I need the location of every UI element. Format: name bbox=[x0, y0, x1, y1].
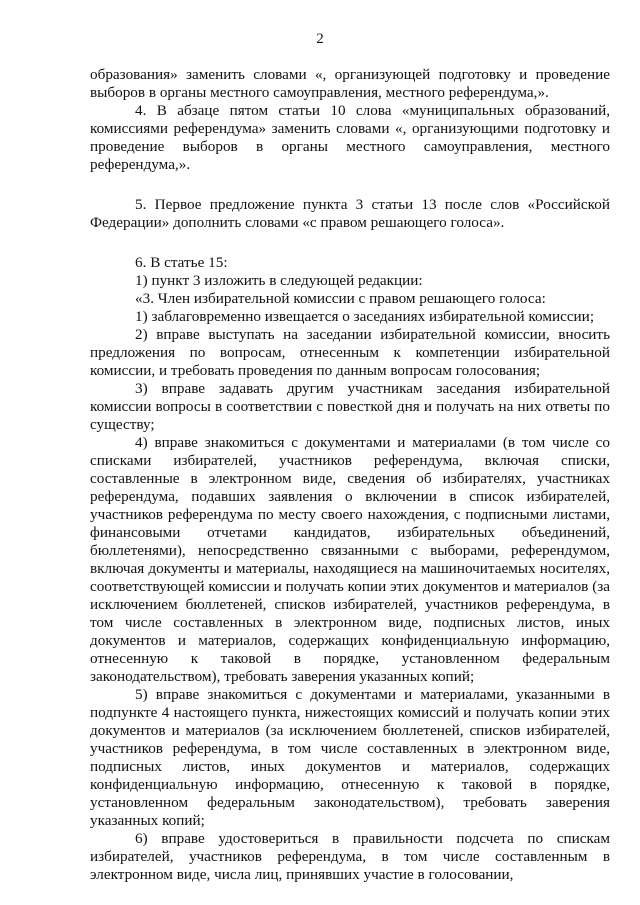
paragraph-right-6: 6) вправе удостовериться в правильности подсчета по спискам избирателей, участников референдума, в том числе составленным в электронном виде, числа лиц, принявших участие в голосовании, bbox=[90, 830, 610, 883]
paragraph-quote-start: «3. Член избирательной комиссии с правом решающего голоса: bbox=[135, 290, 546, 307]
paragraph-item-6: 6. В статье 15: bbox=[135, 254, 228, 271]
page-number: 2 bbox=[316, 31, 324, 47]
paragraph-subitem-1: 1) пункт 3 изложить в следующей редакции: bbox=[135, 272, 423, 289]
paragraph-right-3: 3) вправе задавать другим участникам заседания избирательной комиссии вопросы в соответствии с повесткой дня и получать на них ответы по существу; bbox=[90, 380, 610, 433]
paragraph-item-5: 5. Первое предложение пункта 3 статьи 13 после слов «Российской Федерации» дополнить словами «с правом решающего голоса». bbox=[90, 196, 610, 231]
paragraph-right-2: 2) вправе выступать на заседании избирательной комиссии, вносить предложения по вопросам, отнесенным к компетенции избирательной комиссии, и требовать проведения по данным вопросам голосования; bbox=[90, 326, 610, 379]
paragraph-right-5: 5) вправе знакомиться с документами и материалами, указанными в подпункте 4 настоящего пункта, нижестоящих комиссий и получать копии этих документов и материалов (за исключением бюллетеней, списков избирателей, участников референдума, в том числе составленных в электронном виде, подписных листов, иных документов и материалов, содержащих конфиденциальную информацию, отнесенную к таковой в порядке, установленном федеральным законодательством), требовать заверения указанных копий; bbox=[90, 686, 610, 829]
paragraph-continuation: образования» заменить словами «, организующей подготовку и проведение выборов в органы местного самоуправления, местного референдума,». bbox=[90, 66, 610, 101]
document-body bbox=[90, 66, 610, 884]
paragraph-right-1: 1) заблаговременно извещается о заседаниях избирательной комиссии; bbox=[135, 308, 595, 325]
paragraph-right-4: 4) вправе знакомиться с документами и материалами (в том числе со списками избирателей, участников референдума, включая списки, составленные в электронном виде, сведения об избирателях, участниках референдума, подавших заявления о включении в список избирателей, участников референдума по месту своего нахождения, с подписными листами, финансовыми отчетами кандидатов, избирательных объединений, бюллетенями), непосредственно связанными с выборами, референдумом, включая документы и материалы, находящиеся на машиночитаемых носителях, соответствующей комиссии и получать копии этих документов и материалов (за исключением бюллетеней, списков избирателей, участников референдума, в том числе составленных в электронном виде, подписных листов, иных документов и материалов, содержащих конфиденциальную информацию, отнесенную к таковой в порядке, установленном федеральным законодательством), требовать заверения указанных копий; bbox=[90, 434, 610, 685]
paragraph-item-4: 4. В абзаце пятом статьи 10 слова «муниципальных образований, комиссиями референдума» заменить словами «, организующими подготовку и проведение выборов в органы местного самоуправления, местного референдума,». bbox=[90, 102, 610, 173]
